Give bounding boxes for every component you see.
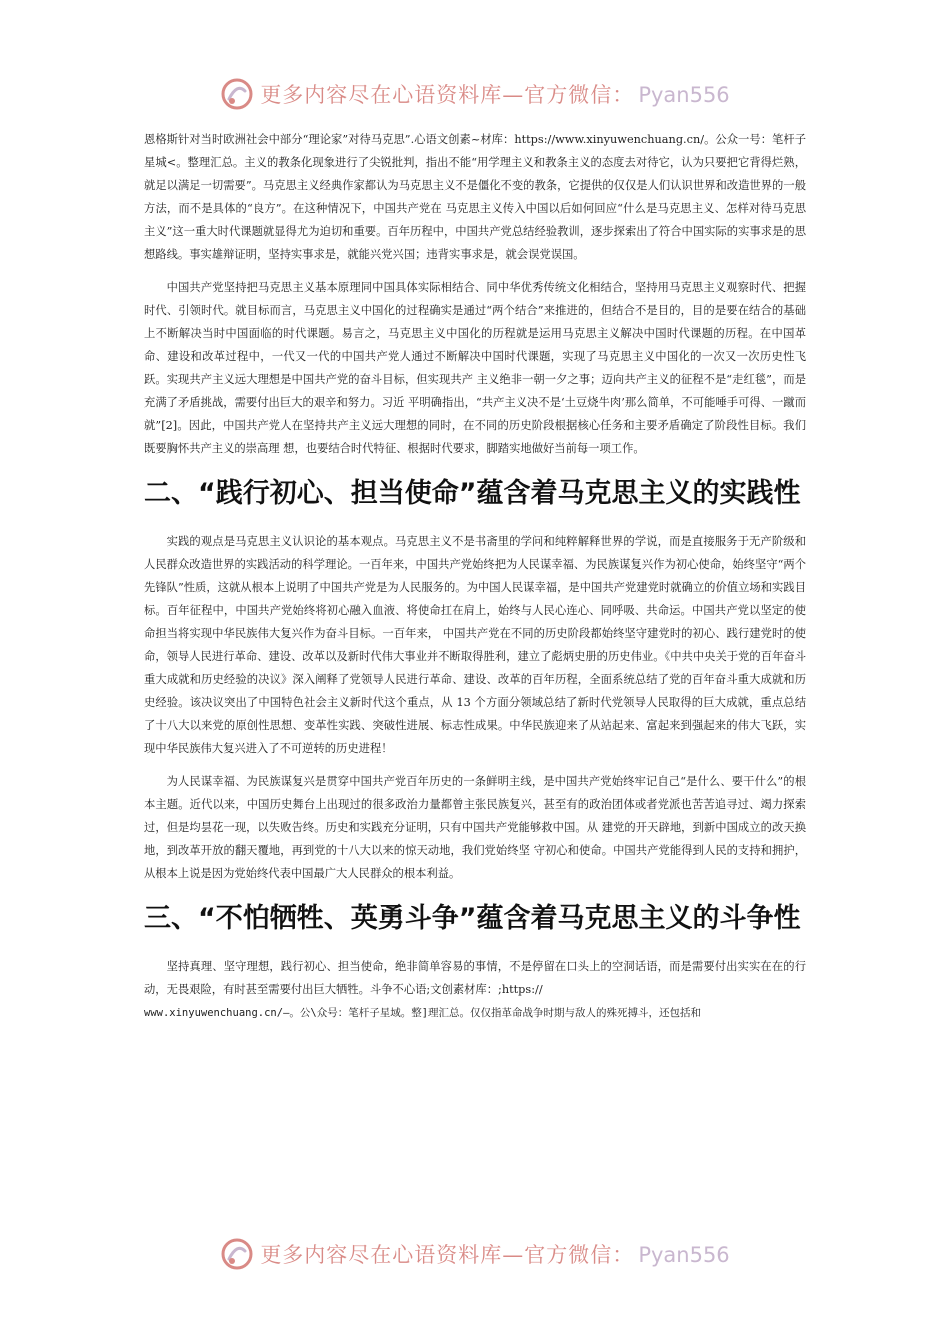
paragraph-3: 实践的观点是马克思主义认识论的基本观点。马克思主义不是书斋里的学问和纯粹解释世界的学说，而是直接服务于无产阶级和人民群众改造世界的实践活动的科学理论。一百年来，中国共产党始终把为人民谋幸福、为民族谋复兴作为初心使命，始终坚守“两个先锋队”性质，这就从根本上说明了中国共产党是为人民服务的。为中国人民谋幸福，是中国共产党建党时就确立的价值立场和实践目标。百年征程中，中国共产党始终将初心融入血液、将使命扛在肩上，始终与人民心连心、同呼吸、共命运。中国共产党以坚定的使命担当将实现中华民族伟大复兴作为奋斗目标。一百年来， 中国共产党在不同的历史阶段都始终坚守建党时的初心、践行建党时的使命，领导人民进行革命、建设、改革以及新时代伟大事业并不断取得胜利，建立了彪炳史册的历史伟业。《中共中央关于党的百年奋斗重大成就和历史经验的决议》深入阐释了党领导人民进行革命、建设、改革的百年历程，全面系统总结了党的百年奋斗重大成就和历史经验。该决议突出了中国特色社会主义新时代这个重点，从 13 个方面分领域总结了新时代党领导人民取得的巨大成就，重点总结了十八大以来党的原创性思想、变革性实践、突破性进展、标志性成果。中华民族迎来了从站起来、富起来到强起来的伟大飞跃，实现中华民族伟大复兴进入了不可逆转的历史进程！ [144, 535, 806, 755]
paragraph-1: 恩格斯针对当时欧洲社会中部分“理论家”对待马克思”.心语文创素~材库：https://www.xinyuwenchuang.cn/。公众一号：笔杆子星城<。整理汇总。主义的教条化现象进行了尖锐批判，指出不能“用学理主义和教条主义的态度去对待它，认为只要把它背得烂熟，就足以满足一切需要”。马克思主义经典作家都认为马克思主义不是僵化不变的教条，它提供的仅仅是人们认识世界和改造世界的一般方法，而不是具体的“良方”。在这种情况下，中国共产党在 马克思主义传入中国以后如何回应“什么是马克思主义、怎样对待马克思主义”这一重大时代课题就显得尤为迫切和重要。百年历程中，中国共产党总结经验教训，逐步探索出了符合中国实际的实事求是的思想路线。事实雄辩证明，坚持实事求是，就能兴党兴国；违背实事求是，就会误党误国。 [144, 133, 806, 261]
paragraph-5-line-a: 坚持真理、坚守理想，践行初心、担当使命，绝非简单容易的事情，不是停留在口头上的空洞话语，而是需要付出实实在在的行动，无畏艰险，有时甚至需要付出巨大牺牲。斗争不心语;文创素材库：;https:// [144, 960, 806, 996]
wechat-id: Pyan556 [638, 83, 730, 107]
paragraph-4: 为人民谋幸福、为民族谋复兴是贯穿中国共产党百年历史的一条鲜明主线，是中国共产党始终牢记自己“是什么、要干什么”的根本主题。近代以来，中国历史舞台上出现过的很多政治力量都曾主张民族复兴，甚至有的政治团体或者党派也苦苦追寻过、竭力探索过，但是均昙花一现，以失败告终。历史和实践充分证明，只有中国共产党能够救中国。从 建党的开天辟地，到新中国成立的改天换地，到改革开放的翻天覆地，再到党的十八大以来的惊天动地，我们党始终坚 守初心和使命。中国共产党能得到人民的支持和拥护，从根本上说是因为党始终代表中国最广大人民群众的根本利益。 [144, 775, 806, 880]
wechat-id: Pyan556 [638, 1243, 730, 1267]
section-heading-2: 二、“践行初心、担当使命”蕴含着马克思主义的实践性 [144, 478, 801, 509]
banner-label: 更多内容尽在心语资料库—官方微信： [260, 83, 635, 107]
banner-text [260, 1239, 729, 1269]
paragraph-5-line-b: www.xinyuwenchuang.cn/—。公\众号：笔杆子星域。整]理汇总。仅仅指革命战争时期与敌人的殊死搏斗，还包括和 [144, 1007, 702, 1019]
footer-banner [0, 1234, 950, 1274]
logo-icon [220, 77, 254, 111]
document-body [144, 128, 806, 1025]
paragraph-5 [144, 955, 806, 1025]
banner-text [260, 79, 729, 109]
logo-icon [220, 1237, 254, 1271]
section-heading-3: 三、“不怕牺牲、英勇斗争”蕴含着马克思主义的斗争性 [144, 903, 801, 934]
header-banner [0, 74, 950, 114]
banner-label: 更多内容尽在心语资料库—官方微信： [260, 1243, 635, 1267]
paragraph-2: 中国共产党坚持把马克思主义基本原理同中国具体实际相结合、同中华优秀传统文化相结合，坚持用马克思主义观察时代、把握时代、引领时代。就目标而言，马克思主义中国化的过程确实是通过“两个结合”来推进的，但结合不是目的，目的是要在结合的基础上不断解决当时中国面临的时代课题。易言之，马克思主义中国化的历程就是运用马克思主义解决中国时代课题的历程。在中国革命、建设和改革过程中，一代又一代的中国共产党人通过不断解决中国时代课题，实现了马克思主义中国化的一次又一次历史性飞跃。实现共产主义远大理想是中国共产党的奋斗目标，但实现共产 主义绝非一朝一夕之事；迈向共产主义的征程不是“走红毯”，而是充满了矛盾挑战，需要付出巨大的艰辛和努力。习近 平明确指出，“共产主义决不是‘土豆烧牛肉’那么简单，不可能唾手可得、一蹴而就”[2]。因此，中国共产党人在坚持共产主义远大理想的同时，在不同的历史阶段根据核心任务和主要矛盾确定了阶段性目标。我们既要胸怀共产主义的崇高理 想，也要结合时代特征、根据时代要求，脚踏实地做好当前每一项工作。 [144, 281, 806, 455]
